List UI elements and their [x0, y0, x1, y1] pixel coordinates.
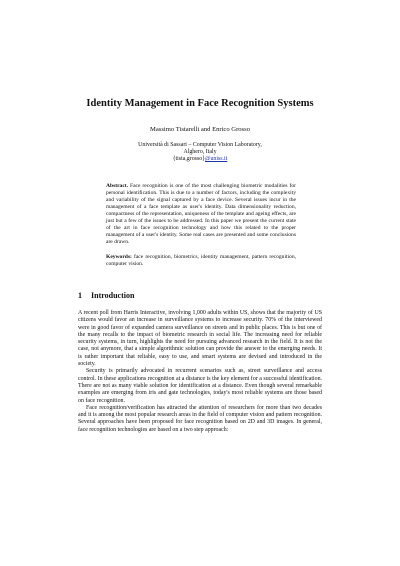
keywords: [106, 254, 296, 268]
section-title: Introduction: [91, 291, 135, 300]
section-number: 1: [78, 291, 82, 300]
email-prefix: {tista,grosso}: [172, 156, 206, 163]
email-link[interactable]: @uniss.it: [205, 156, 228, 163]
abstract-label: Abstract.: [106, 183, 129, 189]
keywords-text: face recognition, biometrics, identity management, pattern recognition, computer vision.: [106, 254, 296, 267]
affiliation-email: [0, 156, 400, 163]
abstract-text: Face recognition is one of the most challenging biometric modalities for personal identification. This is due to a number of factors, including the complexity and variability of the signal captured by a face device. Several issues incur in the management of a face template as user's identity. Data dimensionality reduction, compactness of the representation, uniqueness of the template and ageing effects, are just but a few of the issues to be addressed. In this paper we present the current state of the art in face recognition technology and how this related to the proper management of a user's identity. Some real cases are presented and some conclusions are drawn.: [106, 183, 296, 245]
section-body: [78, 310, 322, 434]
author-affiliation: [0, 142, 400, 164]
affiliation-institution: Università di Sassari – Computer Vision Laboratory,: [138, 142, 262, 148]
section-heading: [78, 291, 134, 301]
body-paragraph: Face recognition/verification has attracted the attention of researchers for more than two decades and it is among the most popular research areas in the field of computer vision and pattern recognition. Several approaches have been proposed for face recognition based on 2D and 3D images. In general, face recognition technologies are based on a two step approach:: [78, 404, 322, 433]
paper-title: Identity Management in Face Recognition Systems: [86, 98, 314, 109]
abstract: [106, 183, 296, 246]
body-paragraph: Security is primarily advocated in recurrent scenarios such as, street surveillance and access control. In these applications recognition at a distance is the key element for a successful identification. There are not as many viable solution for identification at a distance. Even though several remarkable examples are emerging from iris and gate technologies, today's most reliable systems are those based on face recognition.: [78, 368, 322, 404]
body-paragraph: A recent poll from Harris Interactive, involving 1,000 adults within US, shows that the majority of US citizens would favor an increase in surveillance systems to increase security. 70% of the interviewed were in good favor of expanded camera surveillance on streets and in public places. This is but one of the many recalls to the impact of biometric research in social life. The increasing need for reliable security systems, in turn, highlights the need for pursuing advanced research in the field. It is not the case, not anymore, that a simple algorithmic solution can provide the answer to the emerging needs. It is rather important that reliable, easy to use, and smart systems are devised and introduced in the society.: [78, 310, 322, 368]
affiliation-location: Alghero, Italy: [183, 149, 217, 156]
paper-authors: Massimo Tistarelli and Enrico Grosso: [149, 126, 250, 133]
keywords-label: Keywords:: [106, 254, 132, 260]
